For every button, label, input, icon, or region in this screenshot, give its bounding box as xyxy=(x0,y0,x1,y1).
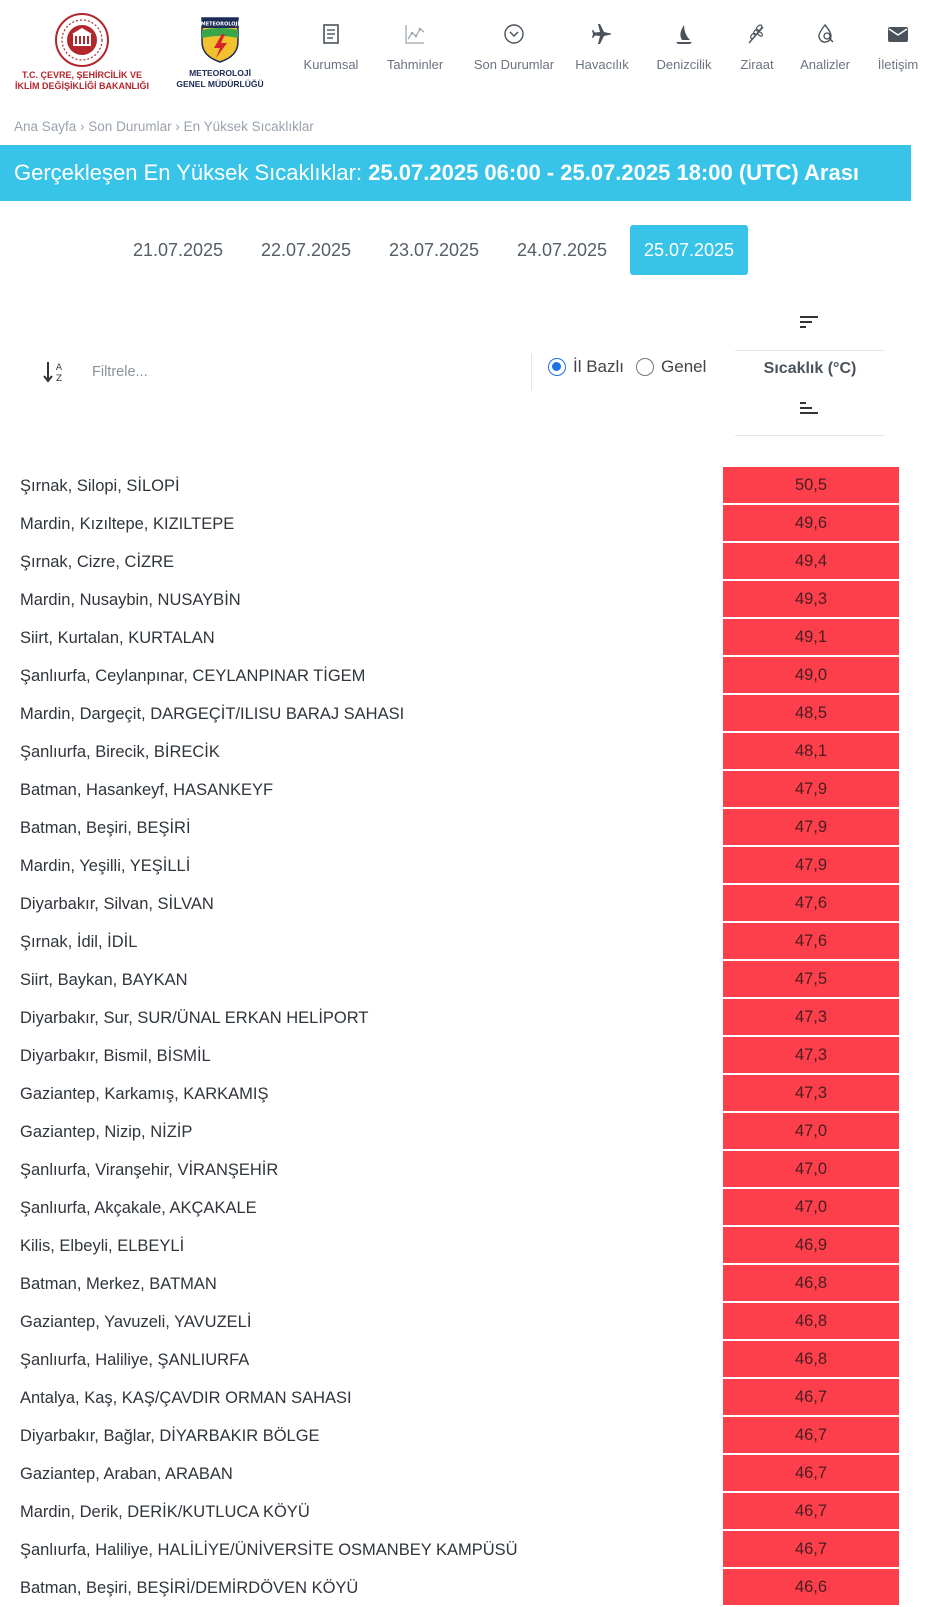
radio-il-bazli-label: İl Bazlı xyxy=(573,357,625,376)
sort-alpha-icon xyxy=(42,358,66,386)
nav-havacilik[interactable]: Havacılık xyxy=(570,22,634,82)
table-row xyxy=(0,1417,911,1455)
breadcrumb-section[interactable]: Son Durumlar xyxy=(88,119,172,134)
mgm-shield-text: METEOROLOJİ xyxy=(200,21,240,28)
temperature-value: 46,7 xyxy=(723,1417,899,1453)
station-name: Şırnak, İdil, İDİL xyxy=(20,933,138,951)
date-tab[interactable]: 21.07.2025 xyxy=(132,239,224,260)
temperature-value: 47,0 xyxy=(723,1189,899,1225)
temperature-value: 46,8 xyxy=(723,1265,899,1301)
nav-denizcilik[interactable]: Denizcilik xyxy=(646,22,722,82)
table-row xyxy=(0,1569,911,1607)
station-name: Şırnak, Silopi, SİLOPİ xyxy=(20,477,180,495)
document-icon xyxy=(319,22,343,46)
station-name: Gaziantep, Araban, ARABAN xyxy=(20,1465,233,1483)
mgm-logo-text: METEOROLOJİ GENEL MÜDÜRLÜĞÜ xyxy=(176,68,264,89)
temperature-value: 46,7 xyxy=(723,1379,899,1415)
table-row xyxy=(0,771,911,809)
mgm-shield-icon xyxy=(200,16,240,64)
table-row xyxy=(0,505,911,543)
date-tab[interactable]: 23.07.2025 xyxy=(388,239,480,260)
temperature-value: 47,3 xyxy=(723,1075,899,1111)
table-row xyxy=(0,619,911,657)
table-row xyxy=(0,1265,911,1303)
table-row xyxy=(0,1531,911,1569)
station-name: Batman, Beşiri, BEŞİRİ xyxy=(20,819,191,837)
temperature-value: 47,3 xyxy=(723,999,899,1035)
station-name: Gaziantep, Karkamış, KARKAMIŞ xyxy=(20,1085,269,1103)
main-nav xyxy=(296,22,926,82)
temperature-value: 50,5 xyxy=(723,467,899,503)
station-name: Diyarbakır, Bismil, BİSMİL xyxy=(20,1047,211,1065)
scope-radio-group xyxy=(548,357,718,377)
table-row xyxy=(0,1075,911,1113)
station-name: Diyarbakır, Sur, SUR/ÜNAL ERKAN HELİPORT xyxy=(20,1009,369,1027)
table-row xyxy=(0,1455,911,1493)
table-row xyxy=(0,1037,911,1075)
table-row xyxy=(0,961,911,999)
temperature-value: 48,1 xyxy=(723,733,899,769)
table-row xyxy=(0,847,911,885)
station-name: Mardin, Yeşilli, YEŞİLLİ xyxy=(20,857,191,875)
svg-text:A: A xyxy=(55,363,63,373)
station-name: Mardin, Kızıltepe, KIZILTEPE xyxy=(20,515,235,533)
table-row xyxy=(0,1379,911,1417)
table-row xyxy=(0,733,911,771)
radio-genel[interactable] xyxy=(636,358,654,376)
sort-asc-icon[interactable] xyxy=(799,400,819,416)
temperature-value: 47,9 xyxy=(723,809,899,845)
nav-ziraat[interactable]: Ziraat xyxy=(734,22,780,82)
temperature-value: 46,9 xyxy=(723,1227,899,1263)
table-row xyxy=(0,1151,911,1189)
nav-kurumsal[interactable]: Kurumsal xyxy=(296,22,366,82)
sort-alpha-button[interactable] xyxy=(36,352,72,392)
sort-desc-icon[interactable] xyxy=(799,314,819,330)
breadcrumb xyxy=(14,119,314,134)
filter-input[interactable] xyxy=(92,354,532,390)
station-name: Şanlıurfa, Viranşehir, VİRANŞEHİR xyxy=(20,1161,279,1179)
breadcrumb-separator: › xyxy=(76,119,89,134)
temperature-value: 47,0 xyxy=(723,1113,899,1149)
sail-icon xyxy=(672,22,696,46)
temperature-value: 46,8 xyxy=(723,1303,899,1339)
station-name: Şanlıurfa, Haliliye, ŞANLIURFA xyxy=(20,1351,250,1369)
temperature-value: 49,3 xyxy=(723,581,899,617)
nav-iletisim[interactable]: İletişim xyxy=(870,22,926,82)
station-name: Diyarbakır, Bağlar, DİYARBAKIR BÖLGE xyxy=(20,1427,320,1445)
chart-icon xyxy=(403,22,427,46)
temperature-value: 47,3 xyxy=(723,1037,899,1073)
date-tabs xyxy=(118,225,756,275)
temperature-value: 46,6 xyxy=(723,1569,899,1605)
table-row xyxy=(0,467,911,505)
temperature-value: 47,9 xyxy=(723,847,899,883)
station-name: Şanlıurfa, Akçakale, AKÇAKALE xyxy=(20,1199,257,1217)
table-row xyxy=(0,657,911,695)
station-name: Diyarbakır, Silvan, SİLVAN xyxy=(20,895,214,913)
header-divider xyxy=(735,350,885,351)
nav-tahminler[interactable]: Tahminler xyxy=(372,22,458,82)
page-title-banner xyxy=(0,145,911,201)
station-name: Siirt, Baykan, BAYKAN xyxy=(20,971,188,989)
station-name: Mardin, Derik, DERİK/KUTLUCA KÖYÜ xyxy=(20,1503,310,1521)
station-name: Şanlıurfa, Birecik, BİRECİK xyxy=(20,743,220,761)
temperature-value: 46,7 xyxy=(723,1455,899,1491)
temperature-value: 49,0 xyxy=(723,657,899,693)
breadcrumb-current: En Yüksek Sıcaklıklar xyxy=(183,119,314,134)
mail-icon xyxy=(886,22,910,46)
site-header xyxy=(0,0,919,112)
date-tab[interactable]: 24.07.2025 xyxy=(516,239,608,260)
station-name: Gaziantep, Nizip, NİZİP xyxy=(20,1123,193,1141)
mgm-logo[interactable] xyxy=(170,16,270,96)
analysis-icon xyxy=(813,22,837,46)
plane-icon xyxy=(590,22,614,46)
station-name: Şanlıurfa, Ceylanpınar, CEYLANPINAR TİGEM xyxy=(20,667,366,685)
radio-genel-label: Genel xyxy=(661,357,707,376)
table-row xyxy=(0,581,911,619)
station-name: Kilis, Elbeyli, ELBEYLİ xyxy=(20,1237,185,1255)
temperature-value: 47,9 xyxy=(723,771,899,807)
temperature-value: 47,5 xyxy=(723,961,899,997)
table-row xyxy=(0,1113,911,1151)
temperature-value: 46,7 xyxy=(723,1531,899,1567)
ministry-logo-text: T.C. ÇEVRE, ŞEHİRCİLİK VE İKLİM DEĞİŞİKLİĞİ BAKANLIĞI xyxy=(15,70,149,91)
station-name: Batman, Beşiri, BEŞİRİ/DEMİRDÖVEN KÖYÜ xyxy=(20,1579,359,1597)
temp-header-label[interactable]: Sıcaklık (°C) xyxy=(763,360,857,377)
station-name: Batman, Merkez, BATMAN xyxy=(20,1275,217,1293)
station-name: Gaziantep, Yavuzeli, YAVUZELİ xyxy=(20,1313,252,1331)
radio-il-bazli[interactable] xyxy=(548,358,566,376)
ministry-seal-icon xyxy=(54,12,110,68)
breadcrumb-home[interactable]: Ana Sayfa xyxy=(14,119,77,134)
breadcrumb-separator: › xyxy=(171,119,184,134)
table-row xyxy=(0,543,911,581)
temperature-value: 46,8 xyxy=(723,1341,899,1377)
temperature-value: 49,6 xyxy=(723,505,899,541)
page-title-prefix: Gerçekleşen En Yüksek Sıcaklıklar: xyxy=(14,160,369,185)
station-name: Siirt, Kurtalan, KURTALAN xyxy=(20,629,215,647)
station-name: Mardin, Dargeçit, DARGEÇİT/ILISU BARAJ SAHASI xyxy=(20,705,405,723)
nav-analizler[interactable]: Analizler xyxy=(792,22,858,82)
temp-column-header xyxy=(735,306,885,436)
temperature-value: 46,7 xyxy=(723,1493,899,1529)
temperature-value: 49,1 xyxy=(723,619,899,655)
table-row xyxy=(0,809,911,847)
table-row xyxy=(0,695,911,733)
temperature-value: 47,0 xyxy=(723,1151,899,1187)
table-row xyxy=(0,1341,911,1379)
temperature-table xyxy=(0,467,911,1607)
temperature-value: 47,6 xyxy=(723,885,899,921)
table-row xyxy=(0,885,911,923)
table-row xyxy=(0,1493,911,1531)
station-name: Şanlıurfa, Haliliye, HALİLİYE/ÜNİVERSİTE OSMANBEY KAMPÜSÜ xyxy=(20,1541,518,1559)
station-name: Batman, Hasankeyf, HASANKEYF xyxy=(20,781,274,799)
page-title-range: 25.07.2025 06:00 - 25.07.2025 18:00 (UTC) Arası xyxy=(368,160,860,185)
table-row xyxy=(0,999,911,1037)
station-name: Şırnak, Cizre, CİZRE xyxy=(20,553,175,571)
nav-son-durumlar[interactable]: Son Durumlar xyxy=(466,22,562,82)
station-name: Antalya, Kaş, KAŞ/ÇAVDIR ORMAN SAHASI xyxy=(20,1389,352,1407)
temperature-value: 47,6 xyxy=(723,923,899,959)
date-tab[interactable]: 22.07.2025 xyxy=(260,239,352,260)
temperature-value: 49,4 xyxy=(723,543,899,579)
table-row xyxy=(0,923,911,961)
date-tab-active[interactable]: 25.07.2025 xyxy=(630,225,748,275)
wheat-icon xyxy=(745,22,769,46)
ministry-logo[interactable] xyxy=(14,12,150,98)
table-row xyxy=(0,1189,911,1227)
table-row xyxy=(0,1227,911,1265)
station-name: Mardin, Nusaybin, NUSAYBİN xyxy=(20,591,241,609)
table-row xyxy=(0,1303,911,1341)
svg-text:Z: Z xyxy=(55,374,63,384)
temperature-value: 48,5 xyxy=(723,695,899,731)
chevron-circle-icon xyxy=(502,22,526,46)
